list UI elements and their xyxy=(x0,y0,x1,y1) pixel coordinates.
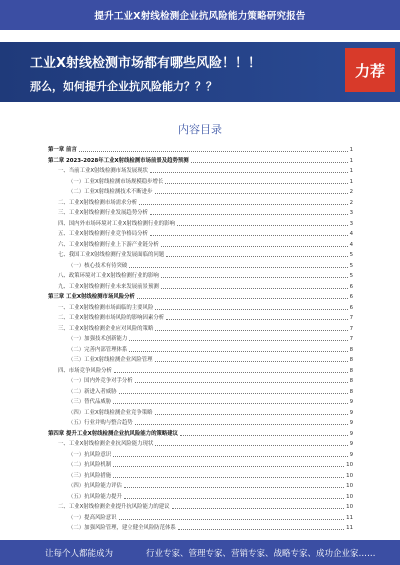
toc-entry[interactable] xyxy=(68,461,353,469)
toc-entry-page: 1 xyxy=(349,157,353,164)
toc-entry-title: 四、国内外市场环境对工业X射线检测行业的影响 xyxy=(58,220,175,227)
toc-heading: 内容目录 xyxy=(178,123,222,136)
toc-entry-page: 1 xyxy=(349,147,353,153)
toc-entry-title: （一）抗风险意识 xyxy=(68,451,112,458)
toc-leader-dots xyxy=(155,309,347,310)
toc-entry-page: 6 xyxy=(349,294,353,300)
toc-leader-dots xyxy=(161,288,348,289)
toc-entry[interactable] xyxy=(68,451,353,459)
toc-leader-dots xyxy=(135,382,348,383)
toc-entry-page: 3 xyxy=(349,220,353,227)
toc-entry-page: 10 xyxy=(346,462,353,468)
toc-leader-dots xyxy=(135,424,348,425)
toc-entry-page: 9 xyxy=(349,420,353,426)
toc-leader-dots xyxy=(191,162,348,163)
toc-leader-dots xyxy=(137,298,348,299)
toc-entry-title: 三、工业X射线检测行业发展趋势分析 xyxy=(58,210,148,216)
toc-leader-dots xyxy=(79,151,348,152)
toc-entry-page: 5 xyxy=(349,273,353,279)
toc-entry[interactable] xyxy=(68,178,353,186)
toc-entry-title: （一）提高风险意识 xyxy=(68,514,117,521)
toc-entry-title: 一、工业X射线检测市场面临的主要风险 xyxy=(58,304,154,311)
toc-entry-page: 7 xyxy=(349,336,353,342)
report-title: 提升工业X射线检测企业抗风险能力策略研究报告 xyxy=(94,11,306,22)
toc-leader-dots xyxy=(150,214,348,215)
toc-leader-dots xyxy=(165,183,347,184)
toc-leader-dots xyxy=(150,235,348,236)
footer-bar xyxy=(0,540,400,565)
toc-leader-dots xyxy=(155,445,347,446)
toc-entry[interactable] xyxy=(68,262,353,270)
toc-entry[interactable] xyxy=(58,440,353,448)
toc-entry-title: （一）加强技术创新能力 xyxy=(68,336,128,342)
toc-leader-dots xyxy=(177,225,348,226)
toc-leader-dots xyxy=(114,372,348,373)
toc-entry-page: 10 xyxy=(346,493,353,500)
toc-entry-title: 二、工业X射线检测企业提升抗风险能力的建议 xyxy=(58,504,170,510)
toc-entry-page: 3 xyxy=(349,210,353,216)
toc-entry[interactable] xyxy=(68,472,353,480)
toc-entry-title: （二）加强风险管理，建立健全风险防范体系 xyxy=(68,525,176,531)
toc-entry-title: （一）国内外竞争对手分析 xyxy=(68,378,133,384)
toc-leader-dots xyxy=(129,351,347,352)
toc-entry-title: （一）核心技术有待突破 xyxy=(68,262,128,269)
toc-entry-page: 8 xyxy=(349,388,353,395)
toc-entry[interactable] xyxy=(58,167,353,175)
toc-leader-dots xyxy=(119,519,345,520)
toc-entry[interactable] xyxy=(68,514,353,522)
toc-entry-page: 11 xyxy=(346,525,353,531)
toc-leader-dots xyxy=(113,456,347,457)
hero-headline: 工业X射线检测市场都有哪些风险！！！ xyxy=(30,56,262,71)
toc-entry-title: 一、当前工业X射线检测市场发展现状 xyxy=(58,168,148,174)
toc-entry-page: 7 xyxy=(349,325,353,332)
toc-entry-title: （二）工业X射线检测技术不断进步 xyxy=(68,189,153,195)
toc-leader-dots xyxy=(119,393,348,394)
toc-entry-page: 6 xyxy=(349,304,353,311)
toc-entry-title: 第三章 工业X射线检测市场风险分析 xyxy=(48,294,135,300)
toc-leader-dots xyxy=(155,361,348,362)
toc-entry-page: 10 xyxy=(346,483,353,489)
toc-leader-dots xyxy=(155,193,348,194)
toc-entry-title: （三）替代品威胁 xyxy=(68,399,112,405)
toc-entry-title: 一、工业X射线检测企业抗风险能力现状 xyxy=(58,441,154,447)
footer-left-text: 让每个人都能成为 xyxy=(45,548,114,559)
toc-leader-dots xyxy=(161,246,348,247)
toc-entry-page: 8 xyxy=(349,367,353,374)
toc-entry-page: 6 xyxy=(349,283,353,290)
toc-entry[interactable] xyxy=(68,188,353,196)
toc-leader-dots xyxy=(166,319,347,320)
toc-entry-title: 二、工业X射线检测市场风险的影响因素分析 xyxy=(58,315,165,321)
toc-entry-page: 10 xyxy=(346,504,353,510)
toc-entry-title: 五、工业X射线检测行业竞争格局分析 xyxy=(58,231,148,237)
toc-entry-title: 四、市场竞争风险分析 xyxy=(58,367,112,374)
toc-leader-dots xyxy=(155,330,347,331)
toc-entry-page: 9 xyxy=(349,430,353,437)
toc-leader-dots xyxy=(124,487,344,488)
toc-entry-title: 九、工业X射线检测行业未来发展前景预测 xyxy=(58,283,159,290)
toc-entry-page: 9 xyxy=(349,399,353,405)
toc-entry-page: 7 xyxy=(349,315,353,321)
toc-entry[interactable] xyxy=(68,377,353,385)
toc-leader-dots xyxy=(113,466,344,467)
toc-entry-title: 第四章 提升工业X射线检测企业抗风险能力的策略建议 xyxy=(48,430,179,437)
hero-banner xyxy=(0,42,400,102)
toc-entry-page: 4 xyxy=(349,241,353,248)
toc-entry[interactable] xyxy=(58,283,353,291)
toc-entry[interactable] xyxy=(68,419,353,427)
toc-leader-dots xyxy=(180,435,348,436)
toc-leader-dots xyxy=(150,172,348,173)
toc-leader-dots xyxy=(113,403,347,404)
toc-leader-dots xyxy=(129,340,347,341)
toc-entry[interactable] xyxy=(58,230,353,238)
footer-right-text: 行业专家、管理专家、营销专家、战略专家、成功企业家…… xyxy=(146,548,376,559)
recommend-badge: 力荐 xyxy=(345,48,395,92)
toc-entry[interactable] xyxy=(48,293,353,301)
toc-entry[interactable] xyxy=(68,524,353,532)
toc-entry-title: 七、我国工业X射线检测行业发展面临的问题 xyxy=(58,252,165,258)
toc-entry-title: （四）抗风险能力评估 xyxy=(68,483,122,489)
toc-entry-title: （三）工业X射线检测企业风险管理 xyxy=(68,357,153,363)
toc-entry-title: 第一章 前言 xyxy=(48,147,77,153)
toc-leader-dots xyxy=(129,267,347,268)
toc-entry[interactable] xyxy=(68,388,353,396)
toc-entry[interactable] xyxy=(58,199,353,207)
toc-entry[interactable] xyxy=(48,146,353,154)
toc-entry[interactable] xyxy=(58,304,353,312)
toc-entry[interactable] xyxy=(68,335,353,343)
toc-leader-dots xyxy=(166,256,347,257)
toc-entry-title: （五）行业并购与整合趋势 xyxy=(68,420,133,426)
toc-entry-title: 八、政策环境对工业X射线检测行业的影响 xyxy=(58,273,159,279)
toc-entry[interactable] xyxy=(58,503,353,511)
toc-entry-page: 2 xyxy=(349,199,353,206)
toc-entry[interactable] xyxy=(58,220,353,228)
toc-entry[interactable] xyxy=(68,346,353,354)
toc-entry-page: 8 xyxy=(349,357,353,363)
report-header-bar xyxy=(0,0,400,30)
toc-entry-page: 5 xyxy=(349,262,353,269)
toc-entry-page: 9 xyxy=(349,451,353,458)
toc-entry[interactable] xyxy=(68,398,353,406)
toc-entry-page: 9 xyxy=(349,441,353,447)
toc-leader-dots xyxy=(161,277,348,278)
toc-entry-page: 2 xyxy=(349,189,353,195)
toc-entry-page: 4 xyxy=(349,231,353,237)
toc-entry[interactable] xyxy=(68,482,353,490)
toc-entry-title: （二）完善内部管理体系 xyxy=(68,346,128,353)
toc-entry-title: （二）抗风险机制 xyxy=(68,462,112,468)
toc-entry[interactable] xyxy=(58,314,353,322)
toc-entry[interactable] xyxy=(58,367,353,375)
toc-leader-dots xyxy=(172,508,345,509)
toc-entry-page: 1 xyxy=(349,178,353,185)
toc-entry[interactable] xyxy=(58,251,353,259)
toc-leader-dots xyxy=(139,204,347,205)
toc-entry-title: （二）新进入者威胁 xyxy=(68,388,117,395)
toc-entry[interactable] xyxy=(68,409,353,417)
toc-leader-dots xyxy=(155,414,348,415)
toc-entry-title: （四）工业X射线检测企业竞争策略 xyxy=(68,409,153,416)
toc-entry[interactable] xyxy=(58,325,353,333)
toc-entry-page: 5 xyxy=(349,252,353,258)
toc-entry-title: 第二章 2023-2028年工业X射线检测市场前景及趋势预测 xyxy=(48,157,189,164)
toc-entry-title: （五）抗风险能力提升 xyxy=(68,493,122,500)
toc-entry[interactable] xyxy=(68,356,353,364)
toc-entry-page: 8 xyxy=(349,346,353,353)
toc-entry-title: （一）工业X射线检测市场规模稳步增长 xyxy=(68,178,164,185)
toc-entry-page: 9 xyxy=(349,409,353,416)
toc-entry-page: 1 xyxy=(349,168,353,174)
toc-entry[interactable] xyxy=(58,209,353,217)
toc-entry-page: 11 xyxy=(346,514,353,521)
toc-entry-title: 六、工业X射线检测行业上下游产业链分析 xyxy=(58,241,159,248)
toc-entry[interactable] xyxy=(58,241,353,249)
toc-entry[interactable] xyxy=(48,430,353,438)
toc-entry-page: 10 xyxy=(346,472,353,479)
toc-entry-page: 8 xyxy=(349,378,353,384)
toc-leader-dots xyxy=(124,498,344,499)
hero-subheadline: 那么，如何提升企业抗风险能力？？？ xyxy=(30,80,217,93)
toc-entry-title: （三）抗风险措施 xyxy=(68,472,112,479)
toc-entry[interactable] xyxy=(68,493,353,501)
toc-entry-title: 二、工业X射线检测市场需求分析 xyxy=(58,199,138,206)
toc-leader-dots xyxy=(178,529,344,530)
toc-entry[interactable] xyxy=(48,157,353,165)
toc-entry[interactable] xyxy=(58,272,353,280)
table-of-contents xyxy=(48,146,353,541)
toc-leader-dots xyxy=(113,477,344,478)
toc-entry-title: 三、工业X射线检测企业应对风险的策略 xyxy=(58,325,154,332)
